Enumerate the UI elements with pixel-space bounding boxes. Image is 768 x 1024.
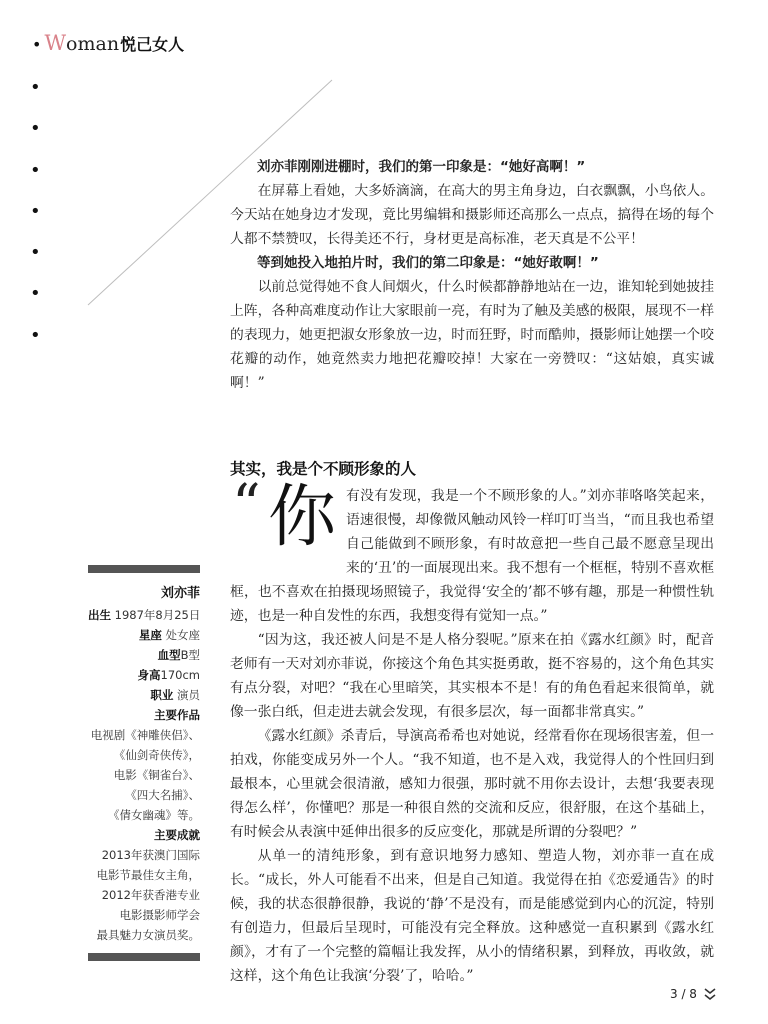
drop-cap-quote: “ — [232, 473, 261, 538]
nav-dot[interactable]: • — [30, 242, 41, 264]
nav-dot[interactable]: • — [30, 324, 41, 346]
profile-birth: 出生 1987年8月25日 — [88, 608, 201, 622]
body-paragraph: 有没有发现，我是一个不顾形象的人。”刘亦菲咯咯笑起来，语速很慢，却像微风触动风铃一样叮叮当当，“而且我也希望自己能做到不顾形象，有时故意把一些自己最不愿意呈现出来的‘丑’的一面展现出来。我不想有一个框框，特别不喜欢框框，也不喜欢在拍摄现场照镜子，我觉得‘安全的’都不够有趣，那是一种惯性轨迹，也是一种自发性的东西，我想变得有觉知一点。” — [230, 488, 714, 624]
page-number: 3 / 8 — [670, 987, 697, 1001]
second-impression-heading: 等到她投入地拍片时，我们的第二印象是：“她好敢啊！” — [257, 255, 599, 271]
brand-chinese: 悦己女人 — [120, 35, 185, 54]
nav-dot[interactable]: • — [30, 118, 41, 140]
profile-work-item: 电影《铜雀台》、 — [113, 768, 200, 782]
brand-w: W — [44, 31, 67, 55]
profile-awards-title: 主要成就 — [154, 828, 200, 842]
profile-award-item: 2012年获香港专业 — [101, 888, 200, 902]
body-paragraph: “因为这，我还被人问是不是人格分裂呢。”原来在拍《露水红颜》时，配音老师有一天对刘亦菲说，你接这个角色其实挺勇敢，挺不容易的，这个角色其实有点分裂，对吧？“我在心里暗笑，其实根本不是！有的角色看起来很简单，就像一张白纸，但走进去就会发现，有很多层次，每一面都非常真实。” — [230, 632, 714, 720]
profile-height: 身高170cm — [137, 668, 200, 682]
page-indicator[interactable] — [670, 986, 717, 1002]
profile-sign: 星座 处女座 — [138, 628, 200, 642]
section-title: 其实，我是个不顾形象的人 — [230, 460, 417, 478]
profile-work-item: 电视剧《神雕侠侣》、 — [90, 728, 200, 742]
profile-work-item: 《倩女幽魂》等。 — [108, 808, 200, 822]
brand-oman: oman — [66, 33, 120, 55]
nav-dot[interactable]: • — [30, 77, 41, 98]
profile-award-item: 电影摄影师学会 — [119, 908, 200, 922]
intro-paragraph: 以前总觉得她不食人间烟火，什么时候都静静地站在一边，谁知轮到她披挂上阵，各种高难度动作让大家眼前一亮，有时为了触及美感的极限，展现不一样的表现力，她更把淑女形象放一边，时而狂野，时而酷帅，摄影师让她摆一个咬花瓣的动作，她竟然卖力地把花瓣咬掉！大家在一旁赞叹：“这姑娘，真实诚啊！” — [230, 279, 714, 391]
profile-award-item: 2013年获澳门国际 — [101, 848, 200, 862]
nav-dot[interactable]: • — [30, 283, 41, 305]
profile-award-item: 最具魅力女演员奖。 — [96, 928, 200, 942]
first-impression-heading: 刘亦菲刚刚进棚时，我们的第一印象是：“她好高啊！” — [257, 159, 586, 175]
brand-bullet: • — [32, 35, 42, 54]
profile-top-bar — [88, 565, 200, 573]
double-chevron-down-icon[interactable] — [703, 986, 717, 1002]
body-paragraph: 《露水红颜》杀青后，导演高希希也对她说，经常看你在现场很害羞，但一拍戏，你能变成另外一个人。“我不知道，也不是入戏，我觉得人的个性回归到最根本，心里就会很清澈，感知力很强，那时就不用你去设计，去想‘我要表现得怎么样’，你懂吧？那是一种很自然的交流和反应，很舒服，在这个基础上，有时候会从表演中延伸出很多的反应变化，那就是所谓的分裂吧？” — [230, 728, 714, 840]
body-paragraph: 从单一的清纯形象，到有意识地努力感知、塑造人物，刘亦菲一直在成长。“成长，外人可能看不出来，但是自己知道。我觉得在拍《恋爱通告》的时候，我的状态很静很静，我说的‘静’不是没有，而是能感觉到内心的沉淀，特别有创造力，但最后呈现时，可能没有完全释放。这种感觉一直积累到《露水红颜》，才有了一个完整的篇幅让我发挥，从小的情绪积累，到释放，再收敛，就这样，这个角色让我演‘分裂’了，哈哈。” — [230, 848, 714, 984]
article-body — [230, 478, 714, 988]
profile-name: 刘亦菲 — [160, 586, 200, 601]
intro-paragraph: 在屏幕上看她，大多娇滴滴，在高大的男主角身边，白衣飘飘，小鸟依人。今天站在她身边才发现，竟比男编辑和摄影师还高那么一点点，搞得在场的每个人都不禁赞叹，长得美还不行，身材更是高标准，老天真是不公平！ — [230, 183, 714, 247]
profile-job: 职业 演员 — [150, 688, 200, 702]
profile-works-title: 主要作品 — [154, 708, 200, 722]
nav-dot[interactable]: • — [30, 159, 41, 181]
profile-card — [88, 565, 200, 961]
profile-blood: 血型B型 — [157, 648, 200, 662]
profile-bottom-bar — [88, 953, 200, 961]
profile-award-item: 电影节最佳女主角， — [96, 868, 200, 882]
drop-cap-char: 你 — [268, 478, 337, 557]
profile-work-item: 《仙剑奇侠传》， — [113, 748, 200, 762]
profile-work-item: 《四大名捕》、 — [125, 788, 200, 802]
intro-text — [230, 155, 714, 395]
nav-dot[interactable]: • — [30, 200, 41, 222]
